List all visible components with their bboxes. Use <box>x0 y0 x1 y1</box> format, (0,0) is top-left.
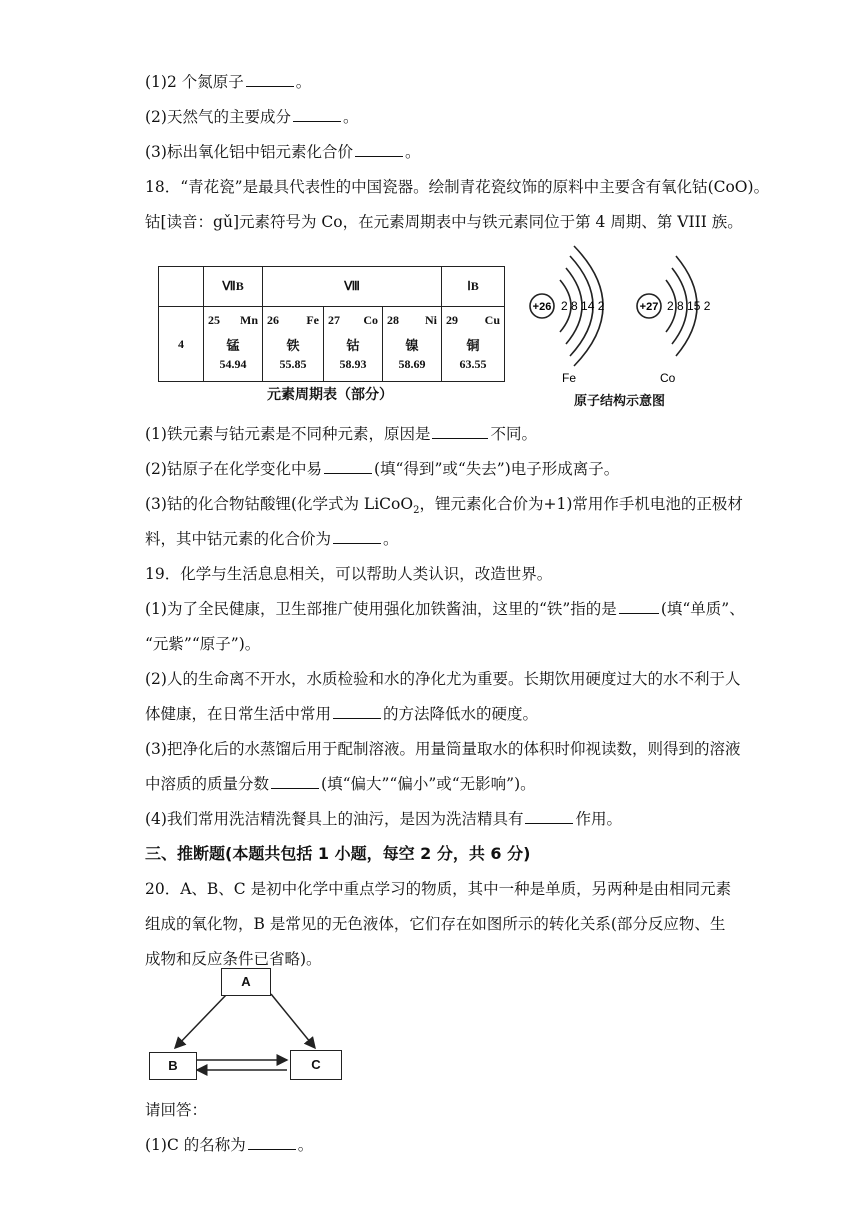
answer-blank[interactable] <box>355 142 403 157</box>
corner-cell <box>159 267 204 307</box>
group-header-ib: ⅠB <box>442 267 505 307</box>
periodic-table-excerpt <box>158 266 505 382</box>
element-cell-cu: 29 Cu 铜 63.55 <box>442 307 505 382</box>
q18-part3-line1: (3)钴的化合物钴酸锂(化学式为 LiCoO$_2$，锂元素化合价为+1)常用作手机电池的正极材 <box>145 495 743 517</box>
co-label: Co <box>660 371 676 385</box>
atomic-structure-diagram <box>520 240 720 390</box>
q19-part2-line1: (2)人的生命离不开水，水质检验和水的净化尤为重要。长期饮用硬度过大的水不利于人 <box>145 670 741 688</box>
q18-part2: (2)钴原子在化学变化中易 (填“得到”或“失去”)电子形成离子。 <box>145 460 620 478</box>
answer-blank[interactable] <box>333 704 381 719</box>
node-c: C <box>290 1050 342 1080</box>
element-cell-co: 27 Co 钴 58.93 <box>324 307 383 382</box>
group-header-viib: ⅦB <box>204 267 263 307</box>
q18-intro-line2: 钴[读音：gǔ]元素符号为 Co，在元素周期表中与铁元素同位于第 4 周期、第 VIII 族。 <box>145 213 743 231</box>
section-heading-inference: 三、推断题(本题共包括 1 小题，每空 2 分，共 6 分) <box>145 844 531 863</box>
fe-label: Fe <box>562 371 577 385</box>
q17-part3-text: (3)标出氧化铝中铝元素化合价 <box>145 143 353 161</box>
q19-part4: (4)我们常用洗洁精洗餐具上的油污，是因为洗洁精具有 作用。 <box>145 810 622 828</box>
period-number: 4 <box>159 307 204 382</box>
co-nucleus-charge: +27 <box>639 301 659 313</box>
q19-part1-line2: “元紫”“原子”)。 <box>145 635 261 653</box>
q20-line2: 组成的氧化物，B 是常见的无色液体，它们存在如图所示的转化关系(部分反应物、生 <box>145 915 726 933</box>
group-header-viii: Ⅷ <box>263 267 442 307</box>
q20-part1: (1)C 的名称为 。 <box>145 1136 314 1154</box>
arrow-a-to-b <box>175 994 227 1048</box>
answer-blank[interactable] <box>293 107 341 122</box>
answer-blank[interactable] <box>333 529 381 544</box>
q18-intro-line1: 18．“青花瓷”是最具代表性的中国瓷器。绘制青花瓷纹饰的原料中主要含有氧化钴(CoO)。 <box>145 178 770 196</box>
q17-part1-text: (1)2 个氮原子 <box>145 73 244 91</box>
q20-line3: 成物和反应条件已省略)。 <box>145 950 322 968</box>
element-cell-ni: 28 Ni 镍 58.69 <box>383 307 442 382</box>
node-a: A <box>221 968 271 996</box>
q17-part1: (1)2 个氮原子 。 <box>145 73 312 91</box>
q19-intro: 19．化学与生活息息相关，可以帮助人类认识，改造世界。 <box>145 565 553 583</box>
q17-part3: (3)标出氧化铝中铝元素化合价 。 <box>145 143 421 161</box>
q19-part3-line1: (3)把净化后的水蒸馏后用于配制溶液。用量筒量取水的体积时仰视读数，则得到的溶液 <box>145 740 741 758</box>
fe-shell-electrons: 2 8 14 2 <box>561 299 605 313</box>
answer-blank[interactable] <box>525 809 573 824</box>
answer-blank[interactable] <box>271 774 319 789</box>
q20-prompt: 请回答： <box>145 1101 208 1119</box>
co-shell-electrons: 2 8 15 2 <box>667 299 711 313</box>
answer-blank[interactable] <box>619 599 659 614</box>
q17-part2-text: (2)天然气的主要成分 <box>145 108 291 126</box>
fe-nucleus-charge: +26 <box>532 301 552 313</box>
q20-line1: 20．A、B、C 是初中化学中重点学习的物质，其中一种是单质，另两种是由相同元素 <box>145 880 732 898</box>
q17-part2: (2)天然气的主要成分 。 <box>145 108 359 126</box>
atomic-structure-caption: 原子结构示意图 <box>574 394 666 409</box>
node-b: B <box>149 1052 197 1080</box>
q19-part3-line2: 中溶质的质量分数 (填“偏大”“偏小”或“无影响”)。 <box>145 775 536 793</box>
element-cell-fe: 26 Fe 铁 55.85 <box>263 307 324 382</box>
periodic-table-caption: 元素周期表（部分） <box>267 387 393 403</box>
answer-blank[interactable] <box>432 424 488 439</box>
q19-part2-line2: 体健康，在日常生活中常用 的方法降低水的硬度。 <box>145 705 539 723</box>
answer-blank[interactable] <box>246 72 294 87</box>
q19-part1-line1: (1)为了全民健康，卫生部推广使用强化加铁酱油，这里的“铁”指的是 (填“单质”、 <box>145 600 745 618</box>
q18-part3-line2: 料，其中钴元素的化合价为 。 <box>145 530 399 548</box>
answer-blank[interactable] <box>248 1135 296 1150</box>
answer-blank[interactable] <box>324 459 372 474</box>
arrow-a-to-c <box>271 994 315 1048</box>
element-cell-mn: 25 Mn 锰 54.94 <box>204 307 263 382</box>
q18-part1: (1)铁元素与钴元素是不同种元素，原因是 不同。 <box>145 425 537 443</box>
